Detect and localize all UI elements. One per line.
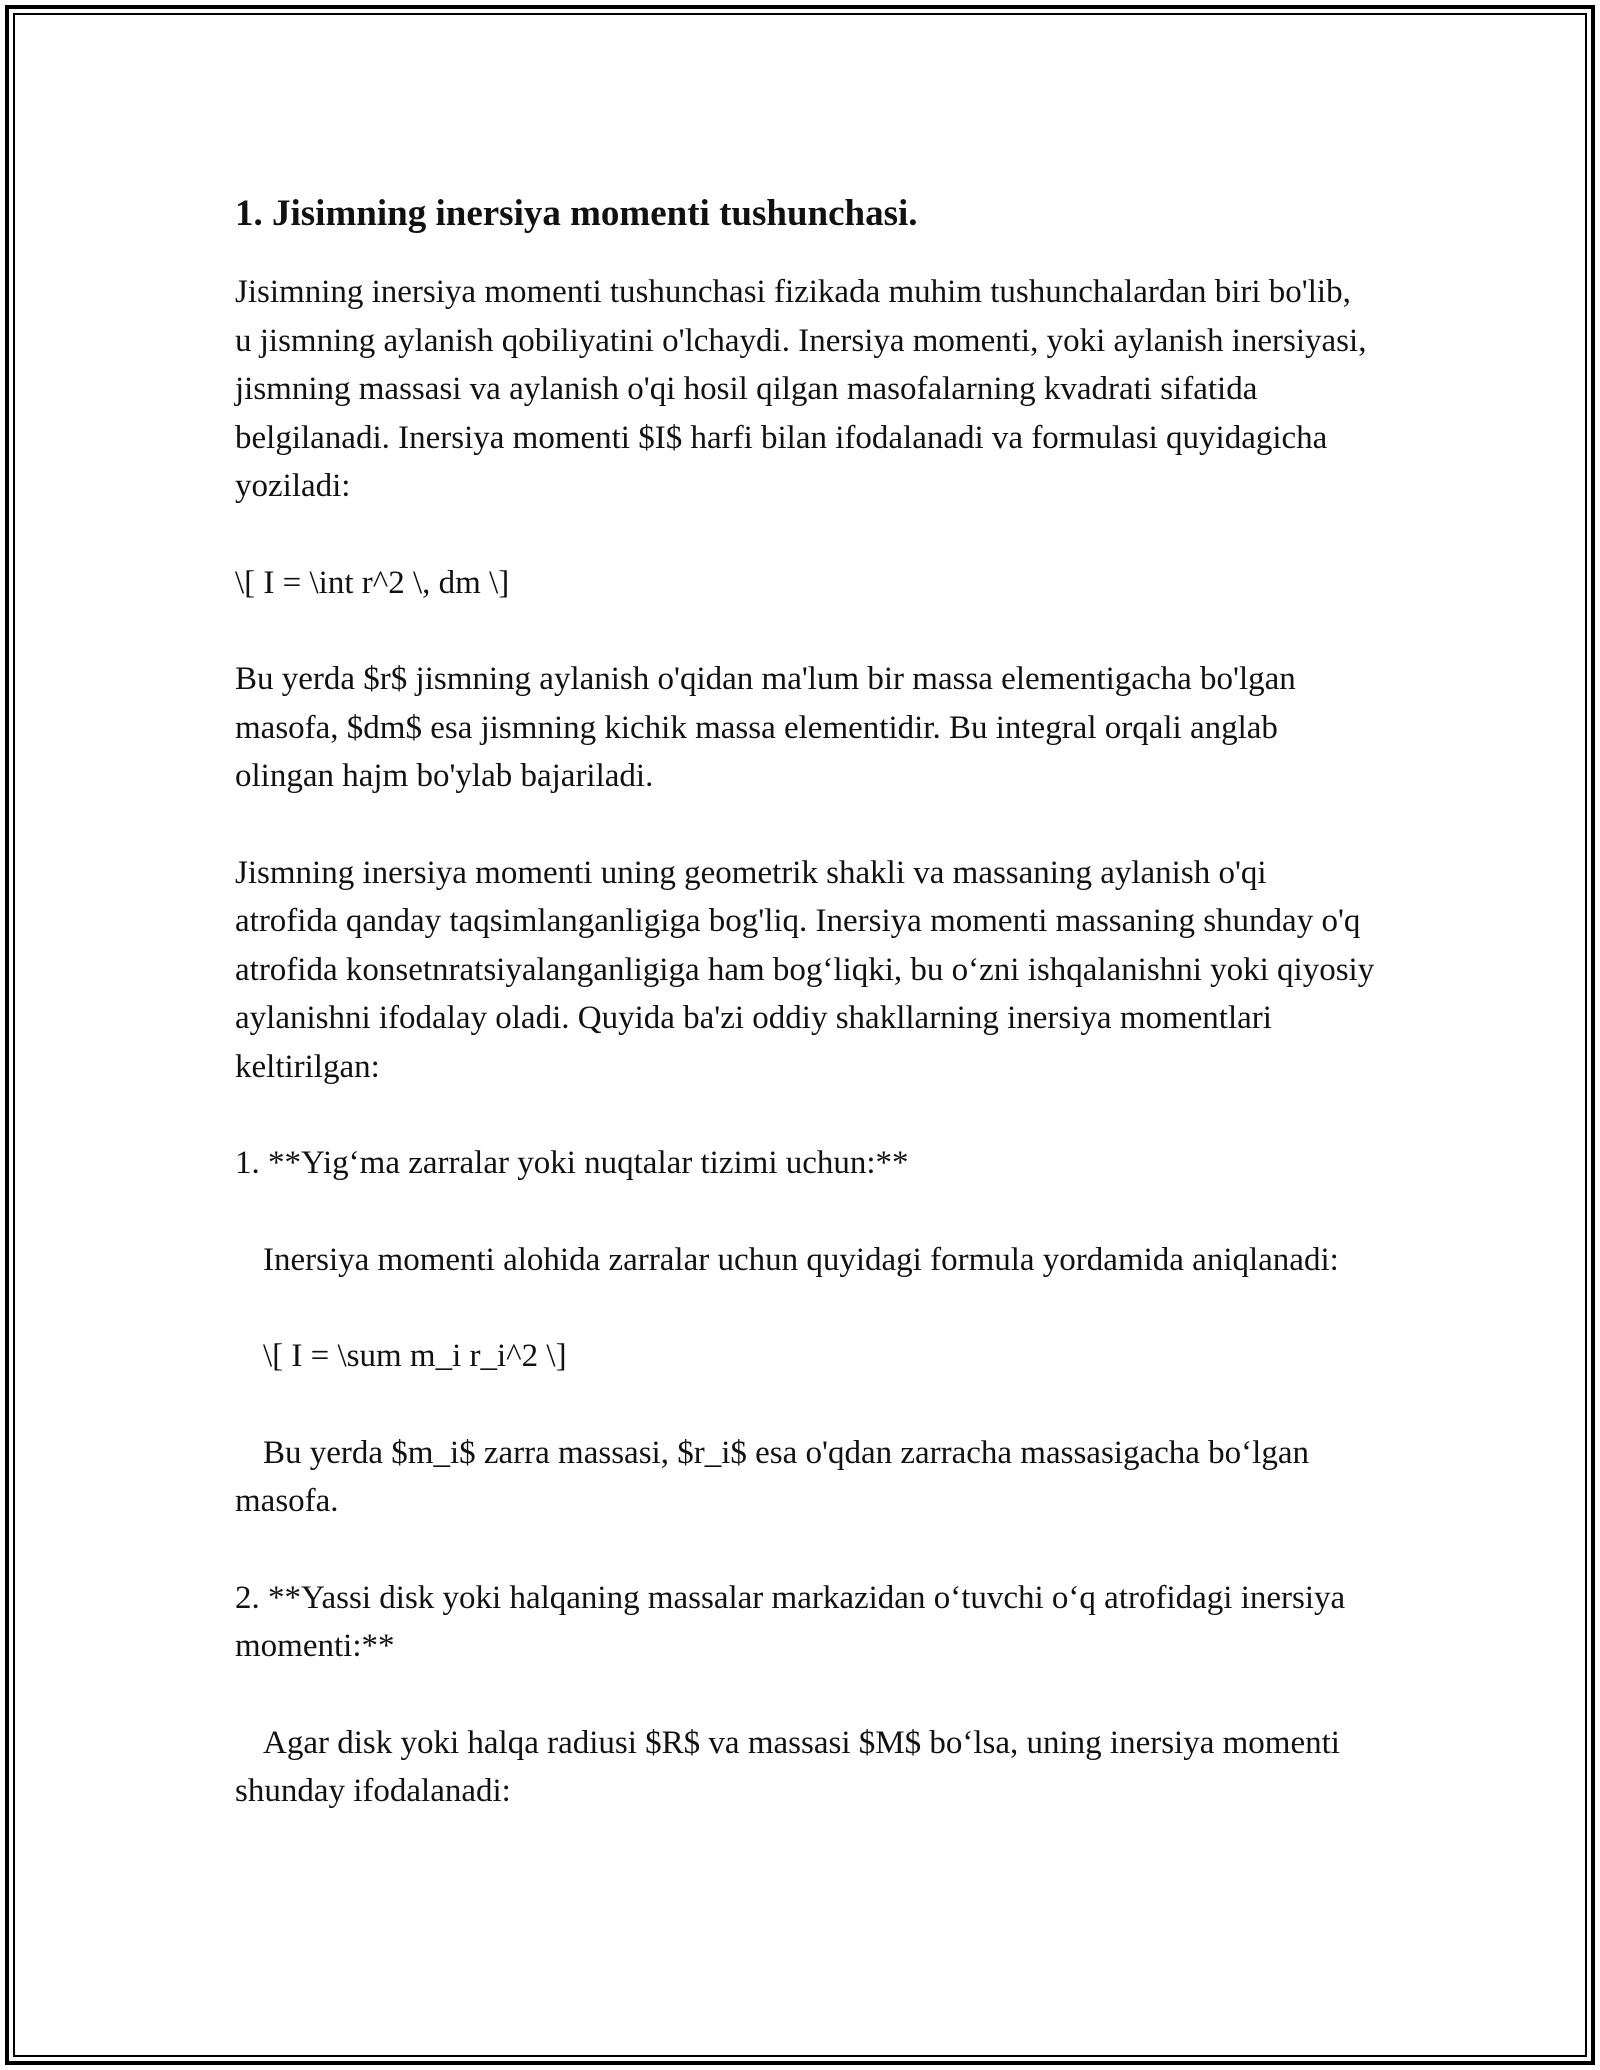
formula-integral: \[ I = \int r^2 \, dm \] <box>235 564 510 601</box>
list-item-2-text: Agar disk yoki halqa radiusi $R$ va massasi $M$ bo‘lsa, uning inersiya momenti shunday ifodalanadi: <box>235 1724 1340 1809</box>
paragraph-geometry: Jismning inersiya momenti uning geometrik shakli va massaning aylanish o'qi atrofida qanday taqsimlanganligiga bog'liq. Inersiya momenti massaning shunday o'q atrofida konsetnratsiyalanganligiga ham bog‘liqki, bu o‘zni ishqalanishni yoki qiyosiy aylanishni ifodalay oladi. Quyida ba'zi oddiy shakllarning inersiya momentlari keltirilgan: <box>235 854 1375 1085</box>
formula-sum: \[ I = \sum m_i r_i^2 \] <box>263 1338 567 1374</box>
list-item-1-note: Bu yerda $m_i$ zarra massasi, $r_i$ esa o'qdan zarracha massasigacha bo‘lgan masofa. <box>235 1434 1309 1519</box>
list-item-1-heading: 1. **Yig‘ma zarralar yoki nuqtalar tizimi uchun:** <box>235 1145 909 1181</box>
list-item-2-heading: 2. **Yassi disk yoki halqaning massalar markazidan o‘tuvchi o‘q atrofidagi inersiya momenti:** <box>235 1579 1346 1664</box>
paragraph-definitions: Bu yerda $r$ jismning aylanish o'qidan ma'lum bir massa elementigacha bo'lgan masofa, $dm$ esa jismning kichik massa elementidir. Bu integral orqali anglab olingan hajm bo'ylab bajariladi. <box>235 661 1296 794</box>
list-item-1-text: Inersiya momenti alohida zarralar uchun quyidagi formula yordamida aniqlanadi: <box>263 1241 1339 1278</box>
section-title: 1. Jisimning inersiya momenti tushunchasi. <box>235 193 918 234</box>
document-body <box>235 190 1375 1864</box>
paragraph-intro: Jisimning inersiya momenti tushunchasi fizikada muhim tushunchalardan biri bo'lib, u jismning aylanish qobiliyatini o'lchaydi. Inersiya momenti, yoki aylanish inersiyasi, jismning massasi va aylanish o'qi hosil qilgan masofalarning kvadrati sifatida belgilanadi. Inersiya momenti $I$ harfi bilan ifodalanadi va formulasi quyidagicha yoziladi: <box>235 274 1367 504</box>
